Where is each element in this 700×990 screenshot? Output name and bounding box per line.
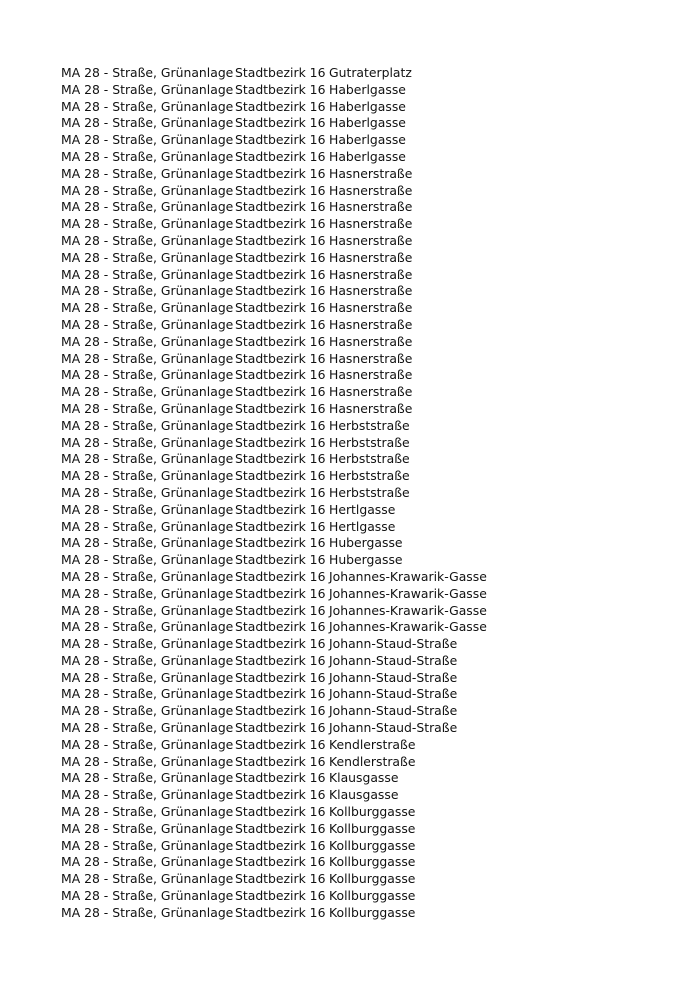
- street-cell: Johannes-Krawarik-Gasse: [329, 568, 487, 584]
- department-cell: MA 28 - Straße, Grünanlage: [61, 871, 234, 887]
- district-cell: Stadtbezirk 16: [235, 871, 326, 887]
- district-cell: Stadtbezirk 16: [235, 367, 326, 383]
- street-cell: Hasnerstraße: [329, 232, 413, 248]
- street-cell: Hasnerstraße: [329, 182, 413, 198]
- street-cell: Hasnerstraße: [329, 316, 413, 332]
- street-cell: Klausgasse: [329, 787, 399, 803]
- department-cell: MA 28 - Straße, Grünanlage: [61, 232, 234, 248]
- department-cell: MA 28 - Straße, Grünanlage: [61, 400, 234, 416]
- district-cell: Stadtbezirk 16: [235, 98, 326, 114]
- department-cell: MA 28 - Straße, Grünanlage: [61, 417, 234, 433]
- street-cell: Hasnerstraße: [329, 165, 413, 181]
- street-cell: Johann-Staud-Straße: [329, 703, 458, 719]
- district-cell: Stadtbezirk 16: [235, 619, 326, 635]
- district-cell: Stadtbezirk 16: [235, 115, 326, 131]
- department-cell: MA 28 - Straße, Grünanlage: [61, 736, 234, 752]
- street-cell: Herbststraße: [329, 451, 410, 467]
- street-cell: Klausgasse: [329, 770, 399, 786]
- department-cell: MA 28 - Straße, Grünanlage: [61, 316, 234, 332]
- department-cell: MA 28 - Straße, Grünanlage: [61, 518, 234, 534]
- department-cell: MA 28 - Straße, Grünanlage: [61, 199, 234, 215]
- street-cell: Kendlerstraße: [329, 753, 416, 769]
- district-cell: Stadtbezirk 16: [235, 854, 326, 870]
- district-cell: Stadtbezirk 16: [235, 652, 326, 668]
- department-cell: MA 28 - Straße, Grünanlage: [61, 434, 234, 450]
- district-cell: Stadtbezirk 16: [235, 837, 326, 853]
- district-cell: Stadtbezirk 16: [235, 804, 326, 820]
- department-cell: MA 28 - Straße, Grünanlage: [61, 115, 234, 131]
- district-cell: Stadtbezirk 16: [235, 636, 326, 652]
- district-cell: Stadtbezirk 16: [235, 182, 326, 198]
- department-cell: MA 28 - Straße, Grünanlage: [61, 854, 234, 870]
- department-cell: MA 28 - Straße, Grünanlage: [61, 652, 234, 668]
- district-cell: Stadtbezirk 16: [235, 232, 326, 248]
- street-cell: Hasnerstraße: [329, 350, 413, 366]
- district-cell: Stadtbezirk 16: [235, 350, 326, 366]
- street-cell: Herbststraße: [329, 434, 410, 450]
- department-cell: MA 28 - Straße, Grünanlage: [61, 720, 234, 736]
- department-cell: MA 28 - Straße, Grünanlage: [61, 602, 234, 618]
- street-cell: Herbststraße: [329, 468, 410, 484]
- street-cell: Hertlgasse: [329, 501, 396, 517]
- district-cell: Stadtbezirk 16: [235, 300, 326, 316]
- department-cell: MA 28 - Straße, Grünanlage: [61, 350, 234, 366]
- department-cell: MA 28 - Straße, Grünanlage: [61, 568, 234, 584]
- district-cell: Stadtbezirk 16: [235, 770, 326, 786]
- street-cell: Hubergasse: [329, 552, 403, 568]
- department-cell: MA 28 - Straße, Grünanlage: [61, 451, 234, 467]
- department-cell: MA 28 - Straße, Grünanlage: [61, 384, 234, 400]
- street-cell: Johannes-Krawarik-Gasse: [329, 619, 487, 635]
- district-cell: Stadtbezirk 16: [235, 888, 326, 904]
- department-cell: MA 28 - Straße, Grünanlage: [61, 619, 234, 635]
- district-cell: Stadtbezirk 16: [235, 552, 326, 568]
- department-cell: MA 28 - Straße, Grünanlage: [61, 333, 234, 349]
- district-cell: Stadtbezirk 16: [235, 904, 326, 920]
- department-cell: MA 28 - Straße, Grünanlage: [61, 98, 234, 114]
- department-cell: MA 28 - Straße, Grünanlage: [61, 65, 234, 80]
- district-cell: Stadtbezirk 16: [235, 266, 326, 282]
- district-cell: Stadtbezirk 16: [235, 384, 326, 400]
- department-cell: MA 28 - Straße, Grünanlage: [61, 283, 234, 299]
- district-cell: Stadtbezirk 16: [235, 720, 326, 736]
- department-cell: MA 28 - Straße, Grünanlage: [61, 703, 234, 719]
- department-cell: MA 28 - Straße, Grünanlage: [61, 468, 234, 484]
- street-cell: Haberlgasse: [329, 115, 406, 131]
- department-cell: MA 28 - Straße, Grünanlage: [61, 820, 234, 836]
- department-cell: MA 28 - Straße, Grünanlage: [61, 585, 234, 601]
- district-cell: Stadtbezirk 16: [235, 787, 326, 803]
- street-cell: Hasnerstraße: [329, 216, 413, 232]
- street-cell: Hasnerstraße: [329, 249, 413, 265]
- street-cell: Johann-Staud-Straße: [329, 669, 458, 685]
- department-cell: MA 28 - Straße, Grünanlage: [61, 770, 234, 786]
- department-cell: MA 28 - Straße, Grünanlage: [61, 787, 234, 803]
- street-cell: Hasnerstraße: [329, 266, 413, 282]
- street-cell: Johannes-Krawarik-Gasse: [329, 602, 487, 618]
- department-cell: MA 28 - Straße, Grünanlage: [61, 182, 234, 198]
- street-cell: Kollburggasse: [329, 854, 416, 870]
- district-cell: Stadtbezirk 16: [235, 585, 326, 601]
- street-cell: Kollburggasse: [329, 837, 416, 853]
- street-cell: Johannes-Krawarik-Gasse: [329, 585, 487, 601]
- street-cell: Hertlgasse: [329, 518, 396, 534]
- district-cell: Stadtbezirk 16: [235, 65, 326, 80]
- street-cell: Kollburggasse: [329, 904, 416, 920]
- street-cell: Kollburggasse: [329, 871, 416, 887]
- district-cell: Stadtbezirk 16: [235, 568, 326, 584]
- street-cell: Haberlgasse: [329, 98, 406, 114]
- street-cell: Haberlgasse: [329, 148, 406, 164]
- district-cell: Stadtbezirk 16: [235, 434, 326, 450]
- department-cell: MA 28 - Straße, Grünanlage: [61, 753, 234, 769]
- street-cell: Herbststraße: [329, 417, 410, 433]
- district-cell: Stadtbezirk 16: [235, 148, 326, 164]
- district-cell: Stadtbezirk 16: [235, 753, 326, 769]
- district-cell: Stadtbezirk 16: [235, 468, 326, 484]
- department-cell: MA 28 - Straße, Grünanlage: [61, 904, 234, 920]
- district-cell: Stadtbezirk 16: [235, 249, 326, 265]
- street-cell: Hasnerstraße: [329, 283, 413, 299]
- street-cell: Johann-Staud-Straße: [329, 636, 458, 652]
- department-cell: MA 28 - Straße, Grünanlage: [61, 686, 234, 702]
- district-cell: Stadtbezirk 16: [235, 703, 326, 719]
- department-cell: MA 28 - Straße, Grünanlage: [61, 888, 234, 904]
- department-cell: MA 28 - Straße, Grünanlage: [61, 552, 234, 568]
- district-cell: Stadtbezirk 16: [235, 81, 326, 97]
- department-cell: MA 28 - Straße, Grünanlage: [61, 501, 234, 517]
- street-cell: Kendlerstraße: [329, 736, 416, 752]
- street-cell: Hasnerstraße: [329, 367, 413, 383]
- department-cell: MA 28 - Straße, Grünanlage: [61, 148, 234, 164]
- district-cell: Stadtbezirk 16: [235, 333, 326, 349]
- district-cell: Stadtbezirk 16: [235, 417, 326, 433]
- street-cell: Kollburggasse: [329, 820, 416, 836]
- district-cell: Stadtbezirk 16: [235, 283, 326, 299]
- district-cell: Stadtbezirk 16: [235, 165, 326, 181]
- department-cell: MA 28 - Straße, Grünanlage: [61, 81, 234, 97]
- street-cell: Johann-Staud-Straße: [329, 720, 458, 736]
- district-cell: Stadtbezirk 16: [235, 501, 326, 517]
- district-cell: Stadtbezirk 16: [235, 518, 326, 534]
- department-cell: MA 28 - Straße, Grünanlage: [61, 132, 234, 148]
- street-cell: Herbststraße: [329, 484, 410, 500]
- district-cell: Stadtbezirk 16: [235, 602, 326, 618]
- district-cell: Stadtbezirk 16: [235, 400, 326, 416]
- department-cell: MA 28 - Straße, Grünanlage: [61, 636, 234, 652]
- department-cell: MA 28 - Straße, Grünanlage: [61, 535, 234, 551]
- street-cell: Hasnerstraße: [329, 400, 413, 416]
- street-cell: Hasnerstraße: [329, 199, 413, 215]
- street-cell: Gutraterplatz: [329, 65, 412, 80]
- district-cell: Stadtbezirk 16: [235, 484, 326, 500]
- street-cell: Kollburggasse: [329, 804, 416, 820]
- district-cell: Stadtbezirk 16: [235, 216, 326, 232]
- street-cell: Haberlgasse: [329, 132, 406, 148]
- department-cell: MA 28 - Straße, Grünanlage: [61, 669, 234, 685]
- district-cell: Stadtbezirk 16: [235, 736, 326, 752]
- street-cell: Hasnerstraße: [329, 300, 413, 316]
- department-cell: MA 28 - Straße, Grünanlage: [61, 367, 234, 383]
- street-cell: Haberlgasse: [329, 81, 406, 97]
- district-cell: Stadtbezirk 16: [235, 669, 326, 685]
- department-cell: MA 28 - Straße, Grünanlage: [61, 165, 234, 181]
- department-cell: MA 28 - Straße, Grünanlage: [61, 837, 234, 853]
- department-cell: MA 28 - Straße, Grünanlage: [61, 804, 234, 820]
- district-cell: Stadtbezirk 16: [235, 316, 326, 332]
- department-cell: MA 28 - Straße, Grünanlage: [61, 266, 234, 282]
- department-cell: MA 28 - Straße, Grünanlage: [61, 216, 234, 232]
- street-cell: Hasnerstraße: [329, 384, 413, 400]
- street-cell: Hasnerstraße: [329, 333, 413, 349]
- street-cell: Johann-Staud-Straße: [329, 686, 458, 702]
- district-cell: Stadtbezirk 16: [235, 199, 326, 215]
- district-cell: Stadtbezirk 16: [235, 535, 326, 551]
- department-cell: MA 28 - Straße, Grünanlage: [61, 249, 234, 265]
- district-cell: Stadtbezirk 16: [235, 132, 326, 148]
- street-cell: Kollburggasse: [329, 888, 416, 904]
- district-cell: Stadtbezirk 16: [235, 686, 326, 702]
- department-cell: MA 28 - Straße, Grünanlage: [61, 484, 234, 500]
- street-cell: Hubergasse: [329, 535, 403, 551]
- street-cell: Johann-Staud-Straße: [329, 652, 458, 668]
- department-cell: MA 28 - Straße, Grünanlage: [61, 300, 234, 316]
- district-cell: Stadtbezirk 16: [235, 820, 326, 836]
- district-cell: Stadtbezirk 16: [235, 451, 326, 467]
